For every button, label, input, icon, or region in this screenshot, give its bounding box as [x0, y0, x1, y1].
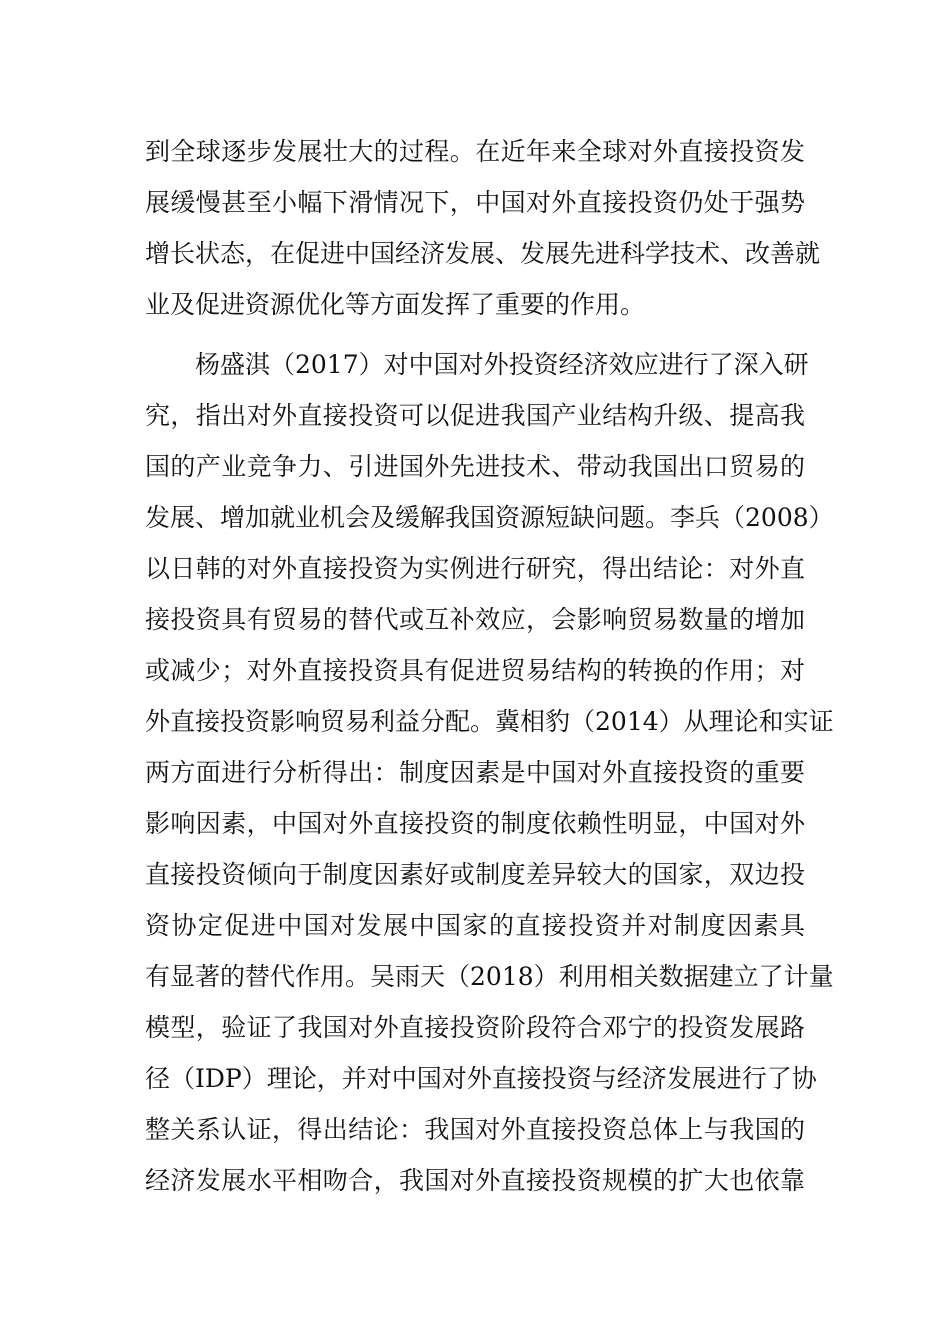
text-line: 两方面进行分析得出：制度因素是中国对外直接投资的重要	[145, 758, 805, 787]
text-line: 到全球逐步发展壮大的过程。在近年来全球对外直接投资发	[145, 137, 805, 166]
text-line: 发展、增加就业机会及缓解我国资源短缺问题。李兵（2008）	[145, 503, 834, 532]
text-line: 增长状态，在促进中国经济发展、发展先进科学技术、改善就	[145, 239, 821, 268]
text-line: 展缓慢甚至小幅下滑情况下，中国对外直接投资仍处于强势	[145, 188, 805, 217]
text-line: 有显著的替代作用。吴雨天（2018）利用相关数据建立了计量	[145, 962, 834, 991]
text-line: 直接投资倾向于制度因素好或制度差异较大的国家，双边投	[145, 860, 805, 889]
text-line: 外直接投资影响贸易利益分配。冀相豹（2014）从理论和实证	[145, 707, 834, 736]
text-line: 资协定促进中国对发展中国家的直接投资并对制度因素具	[145, 911, 805, 940]
text-line: 究，指出对外直接投资可以促进我国产业结构升级、提高我	[145, 401, 805, 430]
text-line: 业及促进资源优化等方面发挥了重要的作用。	[145, 290, 646, 319]
text-line: 以日韩的对外直接投资为实例进行研究，得出结论：对外直	[145, 554, 805, 583]
text-line: 接投资具有贸易的替代或互补效应，会影响贸易数量的增加	[145, 605, 805, 634]
text-line: 整关系认证，得出结论：我国对外直接投资总体上与我国的	[145, 1115, 805, 1144]
text-line: 模型，验证了我国对外直接投资阶段符合邓宁的投资发展路	[145, 1013, 805, 1042]
text-line: 经济发展水平相吻合，我国对外直接投资规模的扩大也依靠	[145, 1166, 805, 1195]
text-line: 杨盛淇（2017）对中国对外投资经济效应进行了深入研	[195, 350, 809, 379]
text-line: 或减少；对外直接投资具有促进贸易结构的转换的作用；对	[145, 656, 805, 685]
text-line: 影响因素，中国对外直接投资的制度依赖性明显，中国对外	[145, 809, 805, 838]
text-line: 国的产业竞争力、引进国外先进技术、带动我国出口贸易的	[145, 452, 805, 481]
text-line: 径（IDP）理论，并对中国对外直接投资与经济发展进行了协	[145, 1064, 817, 1093]
